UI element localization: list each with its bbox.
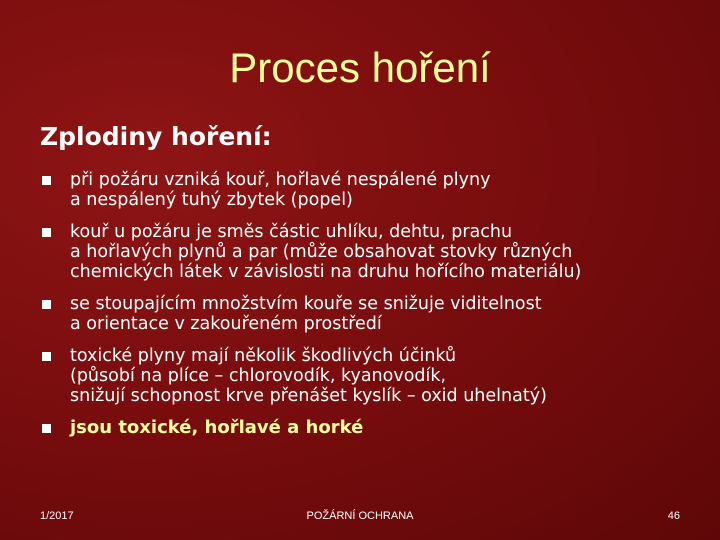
slide-title <box>0 42 720 94</box>
bullet-item <box>40 346 700 406</box>
footer-title: POŽÁRNÍ OCHRANA <box>306 510 414 522</box>
bullet-text: se stoupajícím množstvím kouře se snižuje viditelnost a orientace v zakouřeném prostředí <box>70 294 542 334</box>
bullet-text: při požáru vzniká kouř, hořlavé nespálené plyny a nespálený tuhý zbytek (popel) <box>70 170 491 210</box>
bullet-item-highlight <box>40 418 700 438</box>
slide-subtitle: Zplodiny hoření: <box>40 122 272 151</box>
square-bullet-icon <box>42 228 51 237</box>
square-bullet-icon <box>42 424 51 433</box>
square-bullet-icon <box>42 176 51 185</box>
bullet-list <box>40 170 700 450</box>
square-bullet-icon <box>42 352 51 361</box>
square-bullet-icon <box>42 300 51 309</box>
bullet-text-highlight: jsou toxické, hořlavé a horké <box>70 417 364 438</box>
footer-date: 1/2017 <box>40 510 74 522</box>
bullet-text: kouř u požáru je směs částic uhlíku, dehtu, prachu a hořlavých plynů a par (může obsahovat stovky různých chemických látek v závislosti na druhu hořícího materiálu) <box>70 222 582 282</box>
bullet-text: toxické plyny mají několik škodlivých účinků (působí na plíce – chlorovodík, kyanovodík, snižují schopnost krve přenášet kyslík – oxid uhelnatý) <box>70 346 547 406</box>
page-number: 46 <box>667 510 680 522</box>
bullet-item <box>40 170 700 210</box>
slide-title-text: Proces hoření <box>229 44 491 91</box>
bullet-item <box>40 222 700 282</box>
bullet-item <box>40 294 700 334</box>
